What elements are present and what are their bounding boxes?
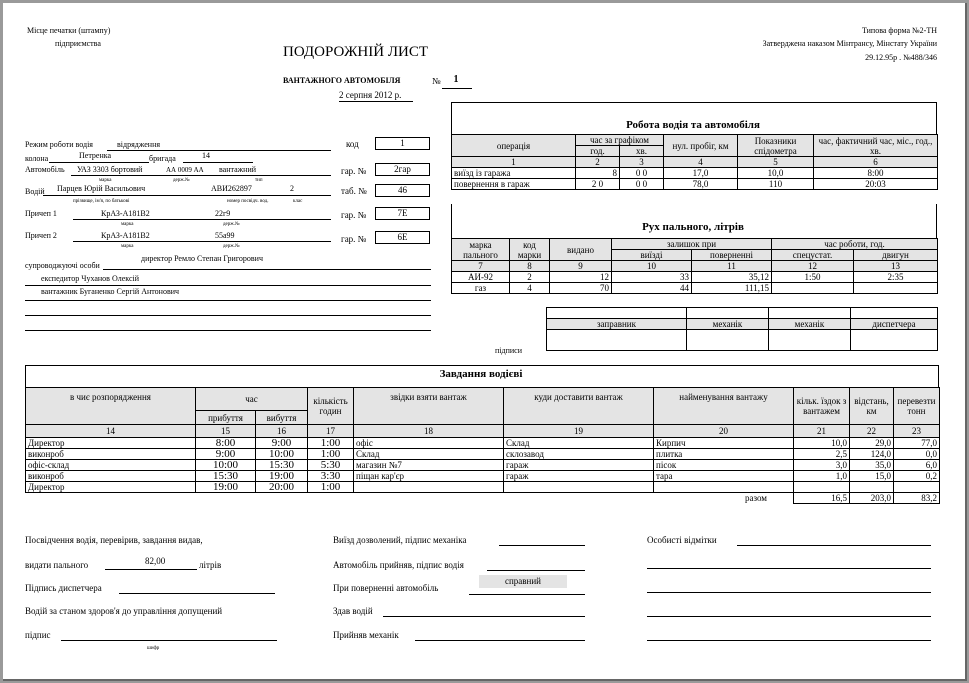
garage-number: 2гар (375, 163, 430, 176)
fuel-engine (854, 283, 938, 294)
work-colnum: 6 (814, 157, 938, 168)
task-trips: 3,0 (794, 460, 850, 471)
work-minutes: 0 0 (620, 179, 664, 190)
task-from: магазин №7 (354, 460, 504, 471)
task-depart: 20:00 (256, 482, 308, 493)
fuel-table (451, 238, 938, 294)
driver-class: 2 (290, 184, 294, 193)
fuel-h-special: спецустат. (772, 250, 854, 261)
task-trips (794, 482, 850, 493)
tasks-h-to: куди доставити вантаж (504, 388, 654, 425)
work-actual: 8:00 (814, 168, 938, 179)
task-order: виконроб (26, 471, 196, 482)
task-tons: 6,0 (894, 460, 940, 471)
fuel-issue-amount: 82,00 (145, 556, 166, 566)
fuel-out: 44 (612, 283, 692, 294)
task-hours: 5:30 (308, 460, 354, 471)
fuel-h-worktime: час роботи, год. (772, 239, 938, 250)
tasks-colnum: 17 (308, 425, 354, 438)
task-tons: 0,0 (894, 449, 940, 460)
fuel-special: 1:50 (772, 272, 854, 283)
hint-trailer2-brand: марка (121, 244, 134, 249)
hint-type: тип (255, 178, 263, 183)
number-label: № (432, 76, 441, 86)
trailer1-plate: 22г9 (215, 209, 231, 218)
work-minutes: 0 0 (620, 168, 664, 179)
exit-allowed-label: Виїзд дозволений, підпис механіка (333, 535, 467, 545)
fuel-row (452, 272, 938, 283)
escort-1: директор Ремло Степан Григорович (141, 254, 263, 263)
hint-trailer2-plate: держ.№ (223, 244, 240, 249)
tasks-h-time: час (196, 388, 308, 411)
work-hours: 8 (576, 168, 620, 179)
tasks-h-from: звідки взяти вантаж (354, 388, 504, 425)
fuel-h-out: виїзді (612, 250, 692, 261)
tasks-colnum: 20 (654, 425, 794, 438)
work-odometer: 78,0 (664, 179, 738, 190)
task-from: піщан кар'єр (354, 471, 504, 482)
task-to: Склад (504, 438, 654, 449)
work-op: виїзд із гаража (452, 168, 576, 179)
sig-mechanic-1: механік (687, 319, 769, 330)
stamp-place-label: Місце печатки (штампу) (27, 26, 111, 35)
total-label: разом (26, 493, 794, 504)
fuel-colnum: 9 (550, 261, 612, 272)
work-speedometer: 110 (738, 179, 814, 190)
table-row (26, 449, 940, 460)
car-type: вантажний (219, 165, 257, 174)
hint-trailer1-plate: держ.№ (223, 222, 240, 227)
work-h-schedule: час за графіком (576, 135, 664, 146)
totals-row (26, 493, 940, 504)
car-state-field: справний (479, 575, 567, 588)
trailer2-garage: 6Е (375, 231, 430, 244)
task-order: Директор (26, 482, 196, 493)
page-subtitle: ВАНТАЖНОГО АВТОМОБІЛЯ (283, 76, 401, 85)
task-tons: 0,2 (894, 471, 940, 482)
sig-fueler: заправник (547, 319, 687, 330)
work-h-operation: операція (452, 135, 576, 157)
tasks-colnum: 21 (794, 425, 850, 438)
task-dist: 35,0 (850, 460, 894, 471)
tasks-h-tons: перевезти тонн (894, 388, 940, 425)
hint-trailer1-brand: марка (121, 222, 134, 227)
car-value: УАЗ 3303 бортовий (77, 165, 143, 174)
column-label: колона (25, 154, 49, 163)
work-row-exit (452, 168, 938, 179)
liters-label: літрів (199, 560, 222, 570)
tasks-colnum: 22 (850, 425, 894, 438)
work-h-hours: год. (576, 146, 620, 157)
fuel-out: 33 (612, 272, 692, 283)
tasks-h-trips: кільк. їздок з вантажем (794, 388, 850, 425)
work-odometer: 17,0 (664, 168, 738, 179)
approved-by: Затверджена наказом Мінтрансу, Мінстату України (762, 39, 937, 48)
task-order: офіс-склад (26, 460, 196, 471)
approved-date: 29.12.95р . №488/346 (865, 53, 937, 62)
task-from (354, 482, 504, 493)
signature-table (546, 307, 938, 351)
fuel-back: 111,15 (692, 283, 772, 294)
on-return-label: При поверненні автомобіль (333, 583, 439, 593)
form-type: Типова форма №2-ТН (861, 26, 937, 35)
fuel-colnum: 8 (510, 261, 550, 272)
task-dist: 15,0 (850, 471, 894, 482)
task-cargo: пісок (654, 460, 794, 471)
tasks-colnum: 23 (894, 425, 940, 438)
task-depart: 15:30 (256, 460, 308, 471)
cert-label: Посвідчення водія, перевірив, завдання видав, (25, 535, 203, 545)
car-accepted-label: Автомобіль прийняв, підпис водія (333, 560, 464, 570)
table-row (26, 438, 940, 449)
trailer1-brand: КрАЗ-А181В2 (101, 209, 150, 218)
task-dist: 29,0 (850, 438, 894, 449)
work-colnum: 1 (452, 157, 576, 168)
task-cargo: Кирпич (654, 438, 794, 449)
fuel-issued: 70 (550, 283, 612, 294)
task-hours: 1:00 (308, 482, 354, 493)
tasks-h-arrive: прибуття (196, 411, 256, 425)
driver-name: Парцев Юрій Васильович (57, 184, 146, 193)
fuel-row (452, 283, 938, 294)
tab-number: 46 (375, 184, 430, 197)
fuel-brand: АИ-92 (452, 272, 510, 283)
sign-label: підпис (25, 630, 51, 640)
tasks-table (25, 387, 940, 504)
fuel-section-title: Рух пального, літрів (642, 221, 744, 233)
work-op: повернення в гараж (452, 179, 576, 190)
task-hours: 3:30 (308, 471, 354, 482)
task-order: виконроб (26, 449, 196, 460)
task-cargo: плитка (654, 449, 794, 460)
table-row (26, 471, 940, 482)
task-cargo (654, 482, 794, 493)
task-dist (850, 482, 894, 493)
task-to: гараж (504, 460, 654, 471)
hint-plate: держ.№ (173, 178, 190, 183)
page-title: ПОДОРОЖНІЙ ЛИСТ (283, 44, 428, 60)
waybill-date: 2 серпня 2012 р. (339, 90, 402, 100)
sign-hint: шифр (147, 646, 160, 651)
work-h-actual: час, фактичний час, міс., год., хв. (814, 135, 938, 157)
work-table (451, 134, 938, 190)
signatures-label: підписи (495, 346, 522, 355)
table-row (26, 482, 940, 493)
special-marks-label: Особисті відмітки (647, 535, 717, 545)
task-to: склозавод (504, 449, 654, 460)
tab-label: таб. № (341, 186, 367, 196)
tasks-section-title: Завдання водієві (439, 368, 523, 380)
task-to (504, 482, 654, 493)
trailer2-plate: 55а99 (215, 231, 235, 240)
fuel-issue-label: видати пального (25, 560, 89, 570)
work-speedometer: 10,0 (738, 168, 814, 179)
fuel-back: 35,12 (692, 272, 772, 283)
task-arrive: 9:00 (196, 449, 256, 460)
accepted-mechanic-label: Прийняв механік (333, 630, 399, 640)
hint-class: клас (293, 199, 303, 204)
driver-label: Водій (25, 187, 45, 196)
sig-mechanic-2: механік (769, 319, 851, 330)
code-label: код (346, 139, 359, 149)
task-depart: 10:00 (256, 449, 308, 460)
fuel-colnum: 7 (452, 261, 510, 272)
task-depart: 9:00 (256, 438, 308, 449)
work-row-return (452, 179, 938, 190)
total-trips: 16,5 (794, 493, 850, 504)
work-actual: 20:03 (814, 179, 938, 190)
fuel-special (772, 283, 854, 294)
fuel-engine: 2:35 (854, 272, 938, 283)
total-dist: 203,0 (850, 493, 894, 504)
work-colnum: 5 (738, 157, 814, 168)
escort-3: вантажник Буганенко Сергій Антонович (41, 287, 180, 296)
work-h-minutes: хв. (620, 146, 664, 157)
fuel-h-back: поверненні (692, 250, 772, 261)
work-colnum: 4 (664, 157, 738, 168)
fuel-colnum: 10 (612, 261, 692, 272)
work-hours: 2 0 (576, 179, 620, 190)
dispatcher-sig-label: Підпись диспетчера (25, 583, 102, 593)
tasks-colnum: 15 (196, 425, 256, 438)
handed-label: Здав водій (333, 606, 373, 616)
fuel-colnum: 12 (772, 261, 854, 272)
column-value: Петренка (79, 151, 112, 160)
fuel-colnum: 11 (692, 261, 772, 272)
tasks-h-name: найменування вантажу (654, 388, 794, 425)
trailer2-brand: КрАЗ-А181В2 (101, 231, 150, 240)
tasks-colnum: 14 (26, 425, 196, 438)
hint-license: номер посвідч. вод. (227, 199, 269, 204)
trailer1-garage-label: гар. № (341, 210, 367, 220)
driver-license: АВИ262897 (211, 184, 252, 193)
task-arrive: 8:00 (196, 438, 256, 449)
task-hours: 1:00 (308, 449, 354, 460)
task-trips: 2,5 (794, 449, 850, 460)
fuel-brand: газ (452, 283, 510, 294)
task-tons: 77,0 (894, 438, 940, 449)
hint-driver: прізвище, ім'я, по батькові (73, 199, 130, 204)
work-h-speedometer: Показники спідометра (738, 135, 814, 157)
fuel-h-issued: видано (550, 239, 612, 261)
tasks-colnum: 19 (504, 425, 654, 438)
fuel-issued: 12 (550, 272, 612, 283)
trailer2-label: Причеп 2 (25, 231, 57, 240)
task-dist: 124,0 (850, 449, 894, 460)
tasks-colnum: 18 (354, 425, 504, 438)
fuel-code: 4 (510, 283, 550, 294)
fuel-h-engine: двигун (854, 250, 938, 261)
task-trips: 10,0 (794, 438, 850, 449)
waybill-number: 1 (453, 74, 459, 85)
tasks-colnum: 16 (256, 425, 308, 438)
work-section-title: Робота водія та автомобіля (626, 119, 760, 131)
brigade-label: бригада (149, 154, 176, 163)
work-h-odometer: нул. пробіг, км (664, 135, 738, 157)
total-tons: 83,2 (894, 493, 940, 504)
stamp-org-label: підприємства (55, 39, 101, 48)
fuel-colnum: 13 (854, 261, 938, 272)
work-colnum: 2 (576, 157, 620, 168)
escort-2: експедитор Чуханов Олексій (41, 274, 140, 283)
tasks-h-dist: відстань, км (850, 388, 894, 425)
task-hours: 1:00 (308, 438, 354, 449)
task-cargo: тара (654, 471, 794, 482)
work-colnum: 3 (620, 157, 664, 168)
garage-label: гар. № (341, 166, 367, 176)
escort-label: супроводжуючі особи (25, 261, 100, 270)
task-arrive: 10:00 (196, 460, 256, 471)
trailer2-garage-label: гар. № (341, 234, 367, 244)
car-label: Автомобіль (25, 165, 65, 174)
task-to: гараж (504, 471, 654, 482)
regime-value: відрядження (117, 140, 161, 149)
sig-dispatcher: диспетчера (851, 319, 938, 330)
car-plate: АА 0009 АА (166, 166, 204, 174)
task-trips: 1,0 (794, 471, 850, 482)
code-value: 1 (375, 137, 430, 150)
tasks-h-order: в чиє розпорядження (26, 388, 196, 425)
regime-label: Режим роботи водія (25, 140, 93, 149)
hint-brand: марка (99, 178, 112, 183)
task-arrive: 15:30 (196, 471, 256, 482)
task-tons (894, 482, 940, 493)
tasks-h-depart: вибуття (256, 411, 308, 425)
tasks-h-hours: кількість годин (308, 388, 354, 425)
task-arrive: 19:00 (196, 482, 256, 493)
task-depart: 19:00 (256, 471, 308, 482)
trailer1-garage: 7Е (375, 207, 430, 220)
fuel-code: 2 (510, 272, 550, 283)
trailer1-label: Причеп 1 (25, 209, 57, 218)
table-row (26, 460, 940, 471)
fuel-h-code: код марки (510, 239, 550, 261)
waybill-sheet (3, 3, 967, 681)
fuel-h-remain: залишок при (612, 239, 772, 250)
task-from: офіс (354, 438, 504, 449)
health-label: Водій за станом здоров'я до управління допущений (25, 606, 223, 616)
fuel-h-brand: марка пального (452, 239, 510, 261)
task-order: Директор (26, 438, 196, 449)
task-from: Склад (354, 449, 504, 460)
brigade-value: 14 (202, 151, 210, 160)
